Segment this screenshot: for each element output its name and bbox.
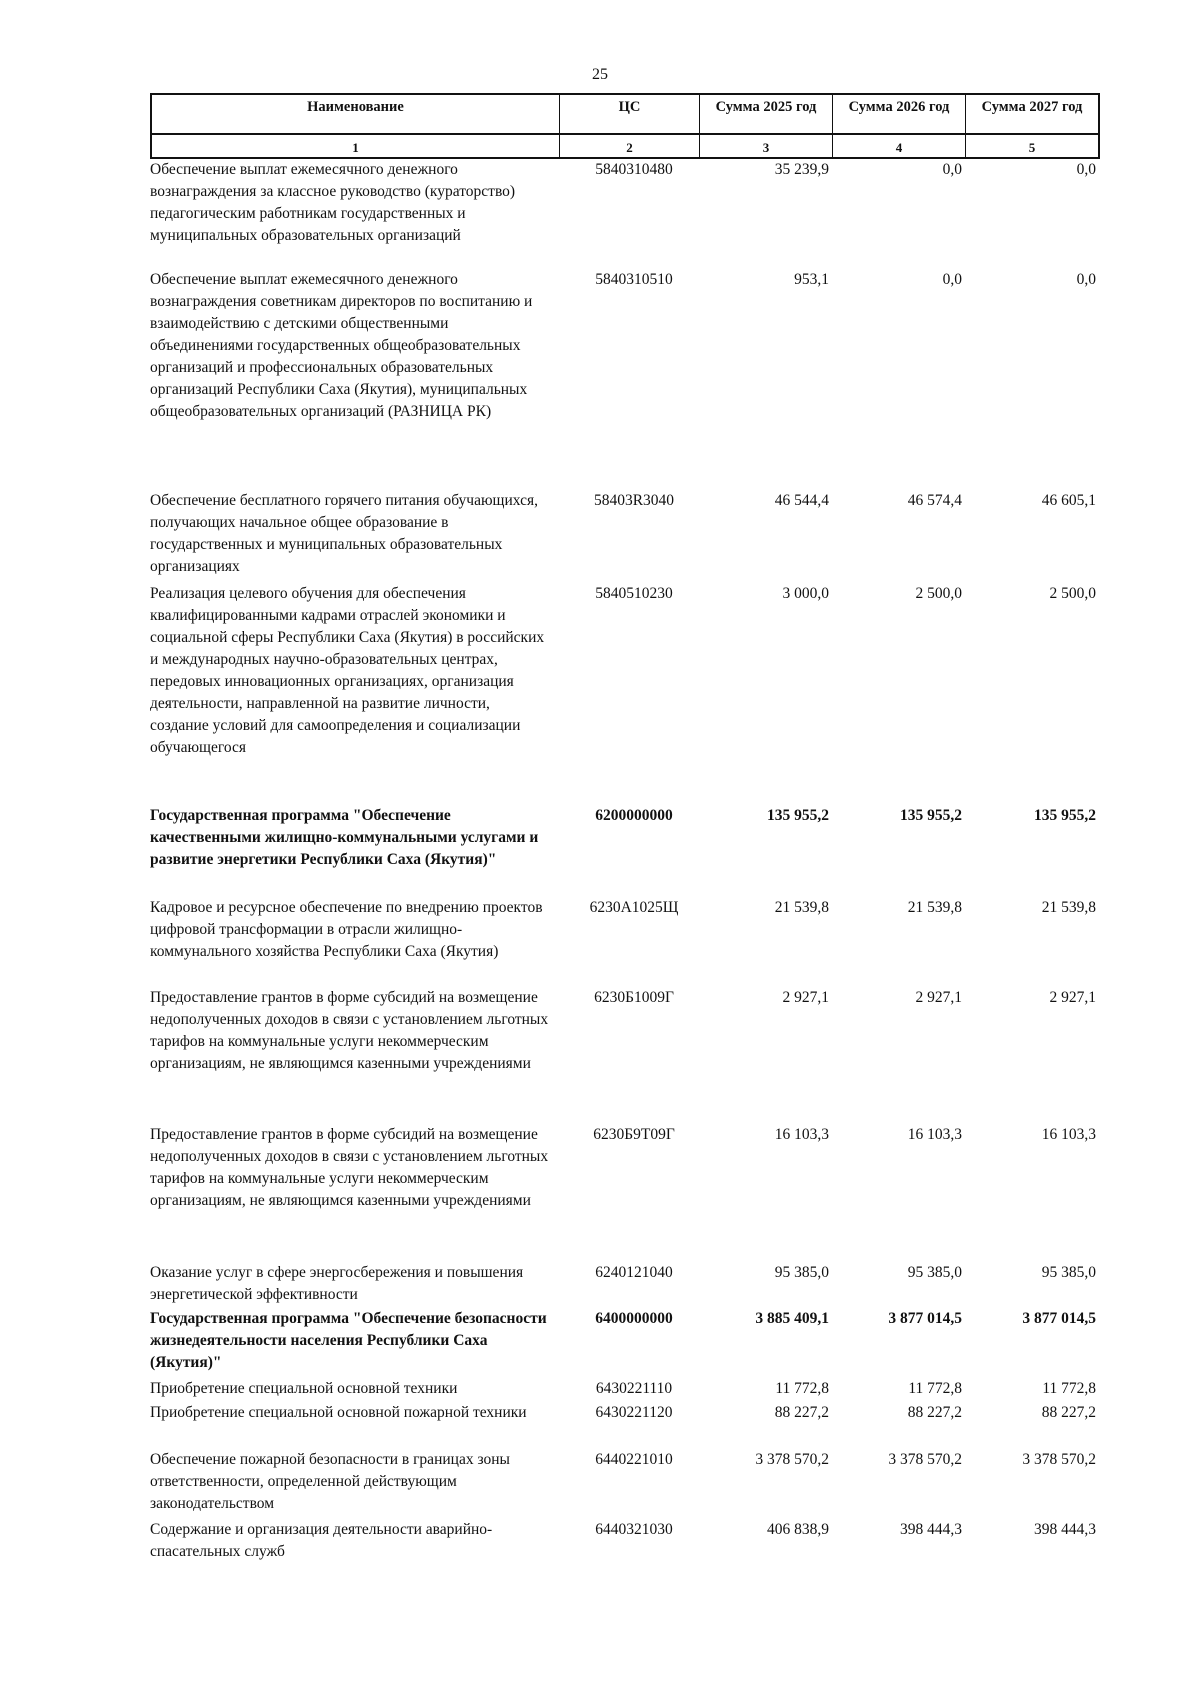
header-sum-2026: Сумма 2026 год [833, 95, 966, 133]
row-sum-2027: 398 444,3 [1034, 1521, 1096, 1538]
row-sum-2027: 0,0 [1076, 161, 1096, 178]
row-code: 6230Б1009Г [594, 989, 674, 1006]
row-sum-2025: 3 000,0 [782, 585, 829, 602]
row-name: Предоставление грантов в форме субсидий на возмещение недополученных доходов в связи с установлением льготных тарифов на коммунальные услуги некоммерческим организациям, не являющимся казенными учреждениями [150, 989, 549, 1072]
row-sum-2026: 21 539,8 [907, 899, 962, 916]
column-number: 5 [1028, 140, 1036, 155]
table-row [150, 1124, 1100, 1212]
row-name: Оказание услуг в сфере энергосбережения и повышения энергетической эффективности [150, 1264, 524, 1303]
column-number: 1 [152, 135, 560, 157]
row-sum-2027: 0,0 [1076, 271, 1096, 288]
row-sum-2026: 398 444,3 [900, 1521, 962, 1538]
row-code: 5840310480 [595, 161, 673, 178]
row-code: 6440321030 [595, 1521, 673, 1538]
row-sum-2027: 3 378 570,2 [1022, 1451, 1096, 1468]
row-name: Обеспечение бесплатного горячего питания обучающихся, получающих начальное общее образование в государственных и муниципальных образовательных организациях [150, 492, 538, 575]
table-row [150, 1449, 1100, 1515]
table-row [150, 583, 1100, 759]
row-name: Реализация целевого обучения для обеспечения квалифицированными кадрами отраслей экономики и социальной сферы Республики Саха (Якутия) в российских и международных научно-образовательных центрах, передовых инновационных организациях, организация деятельности, направленной на развитие личности, создание условий для самоопределения и социализации обучающегося [150, 585, 545, 756]
header-sum-2025: Сумма 2025 год [700, 95, 833, 133]
table-row [150, 897, 1100, 963]
table-row [150, 987, 1100, 1075]
row-sum-2025: 11 772,8 [775, 1380, 829, 1397]
row-sum-2026: 2 927,1 [915, 989, 962, 1006]
table-row-program [150, 805, 1100, 871]
table-row [150, 1519, 1100, 1563]
row-code: 5840310510 [595, 271, 673, 288]
row-sum-2025: 46 544,4 [774, 492, 829, 509]
row-sum-2027: 2 927,1 [1049, 989, 1096, 1006]
row-sum-2026: 135 955,2 [900, 807, 962, 824]
row-sum-2026: 3 877 014,5 [888, 1310, 962, 1327]
row-sum-2025: 953,1 [794, 271, 829, 288]
row-name: Обеспечение пожарной безопасности в границах зоны ответственности, определенной действующим законодательством [150, 1451, 510, 1512]
row-sum-2026: 3 378 570,2 [888, 1451, 962, 1468]
row-code: 6400000000 [595, 1310, 673, 1327]
row-name: Содержание и организация деятельности аварийно-спасательных служб [150, 1521, 493, 1560]
row-name: Обеспечение выплат ежемесячного денежного вознаграждения советникам директоров по воспитанию и взаимодействию с детскими общественными объединениями государственных общеобразовательных организаций и профессиональных образовательных организаций Республики Саха (Якутия), муниципальных общеобразовательных организаций (РАЗНИЦА РК) [150, 271, 533, 420]
row-sum-2027: 21 539,8 [1041, 899, 1096, 916]
row-sum-2025: 21 539,8 [774, 899, 829, 916]
column-number: 3 [700, 135, 833, 157]
row-sum-2027: 46 605,1 [1041, 492, 1096, 509]
row-sum-2026: 0,0 [942, 161, 962, 178]
row-sum-2027: 11 772,8 [1042, 1380, 1096, 1397]
row-name: Государственная программа "Обеспечение качественными жилищно-коммунальными услугами и развитие энергетики Республики Саха (Якутия)" [150, 807, 539, 868]
row-sum-2025: 135 955,2 [767, 807, 829, 824]
row-name: Обеспечение выплат ежемесячного денежного вознаграждения за классное руководство (кураторство) педагогическим работникам государственных и муниципальных образовательных организаций [150, 161, 516, 244]
row-sum-2027: 2 500,0 [1049, 585, 1096, 602]
row-sum-2025: 35 239,9 [774, 161, 829, 178]
column-number: 4 [833, 135, 966, 157]
row-sum-2026: 16 103,3 [907, 1126, 962, 1143]
row-sum-2027: 88 227,2 [1041, 1404, 1096, 1421]
row-sum-2025: 3 378 570,2 [755, 1451, 829, 1468]
row-code: 6230А1025Щ [589, 899, 679, 916]
table-row [150, 269, 1100, 423]
row-name: Предоставление грантов в форме субсидий на возмещение недополученных доходов в связи с установлением льготных тарифов на коммунальные услуги некоммерческим организациям, не являющимся казенными учреждениями [150, 1126, 549, 1209]
header-code: ЦС [560, 95, 700, 133]
row-sum-2026: 0,0 [942, 271, 962, 288]
row-name: Приобретение специальной основной пожарной техники [150, 1404, 527, 1421]
row-code: 5840510230 [595, 585, 673, 602]
row-code: 58403R3040 [593, 492, 675, 509]
row-name: Приобретение специальной основной техники [150, 1380, 458, 1397]
row-sum-2026: 88 227,2 [907, 1404, 962, 1421]
column-number: 2 [560, 135, 700, 157]
row-sum-2025: 3 885 409,1 [755, 1310, 829, 1327]
row-sum-2026: 46 574,4 [907, 492, 962, 509]
table-row-program [150, 1308, 1100, 1374]
row-sum-2027: 135 955,2 [1034, 807, 1096, 824]
row-sum-2027: 16 103,3 [1041, 1126, 1096, 1143]
page-number: 25 [592, 66, 608, 83]
row-sum-2026: 11 772,8 [908, 1380, 962, 1397]
table-row [150, 1262, 1100, 1306]
table-row [150, 159, 1100, 247]
row-code: 6200000000 [595, 807, 673, 824]
row-sum-2025: 88 227,2 [774, 1404, 829, 1421]
row-sum-2025: 16 103,3 [774, 1126, 829, 1143]
header-name: Наименование [152, 95, 560, 133]
table-row [150, 490, 1100, 578]
row-sum-2026: 2 500,0 [915, 585, 962, 602]
row-sum-2026: 95 385,0 [907, 1264, 962, 1281]
row-code: 6240121040 [595, 1264, 673, 1281]
row-code: 6440221010 [595, 1451, 673, 1468]
row-code: 6430221120 [595, 1404, 673, 1421]
table-row [150, 1402, 1100, 1424]
table-header [150, 93, 1100, 134]
row-code: 6430221110 [595, 1380, 673, 1397]
header-sum-2027: Сумма 2027 год [981, 99, 1083, 115]
column-numbers-row [150, 134, 1100, 159]
row-sum-2027: 95 385,0 [1041, 1264, 1096, 1281]
row-sum-2025: 95 385,0 [774, 1264, 829, 1281]
row-name: Государственная программа "Обеспечение безопасности жизнедеятельности населения Республики Саха (Якутия)" [150, 1310, 547, 1371]
row-sum-2025: 406 838,9 [767, 1521, 829, 1538]
row-sum-2025: 2 927,1 [782, 989, 829, 1006]
row-sum-2027: 3 877 014,5 [1022, 1310, 1096, 1327]
budget-table [150, 93, 1100, 1560]
row-code: 6230Б9Т09Г [593, 1126, 675, 1143]
row-name: Кадровое и ресурсное обеспечение по внедрению проектов цифровой трансформации в отрасли жилищно-коммунального хозяйства Республики Саха (Якутия) [150, 899, 543, 960]
table-row [150, 1378, 1100, 1400]
